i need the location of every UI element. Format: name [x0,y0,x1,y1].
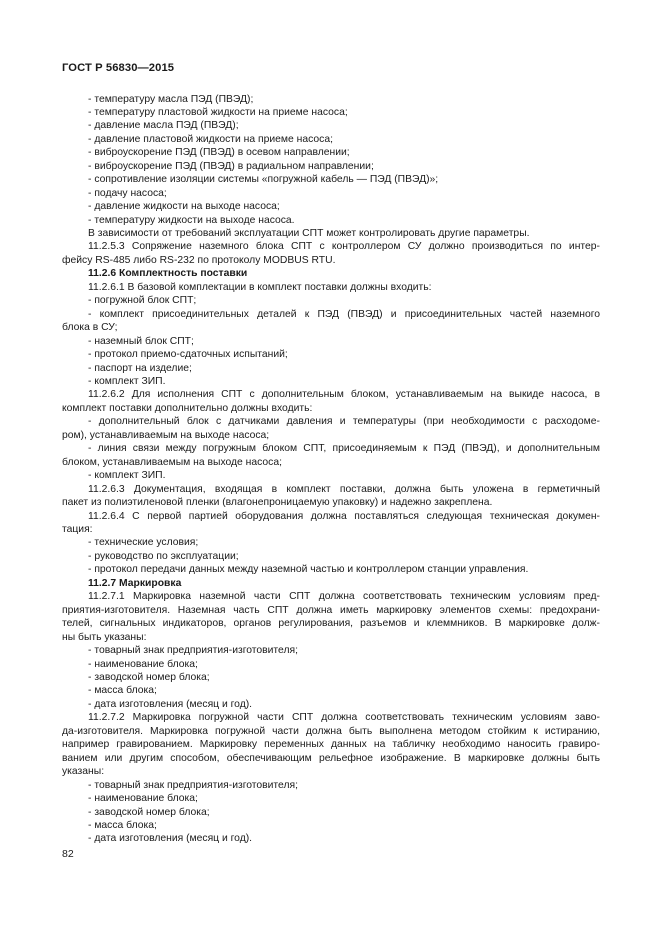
section-heading: 11.2.6 Комплектность поставки [88,268,248,280]
list-item: - масса блока; [88,685,157,697]
paragraph-line: 11.2.6.1 В базовой комплектации в комплект поставки должны входить: [88,281,432,293]
paragraph-line: 11.2.5.3 Сопряжение наземного блока СПТ с контроллером СУ должно производиться по интер- [88,241,600,253]
paragraph-line: ны быть указаны: [62,631,147,643]
list-item: - температуру масла ПЭД (ПВЭД); [88,93,254,105]
list-item: - виброускорение ПЭД (ПВЭД) в осевом направлении; [88,147,350,159]
list-item: - виброускорение ПЭД (ПВЭД) в радиальном направлении; [88,160,374,172]
paragraph-line: 11.2.6.4 С первой партией оборудования должна поставляться следующая техническая докумен- [88,510,600,522]
list-item: - наименование блока; [88,658,198,670]
paragraph-line: приятия-изготовителя. Наземная часть СПТ должна иметь маркировку элементов схемы: предохрани- [62,604,600,616]
document-header: ГОСТ Р 56830—2015 [62,62,175,74]
list-item: - масса блока; [88,819,157,831]
paragraph-line: да-изготовителя. Маркировка погружной части должна быть выполнена методом стойким к истиранию, [62,725,600,737]
page-number: 82 [62,848,74,860]
paragraph-line: 11.2.7.2 Маркировка погружной части СПТ должна соответствовать техническим условиям заво- [88,712,600,724]
list-item: - комплект ЗИП. [88,376,166,388]
paragraph-line: ром), устанавливаемым на выходе насоса; [62,429,270,441]
list-item: - дата изготовления (месяц и год). [88,698,253,710]
list-item: - паспорт на изделие; [88,362,192,374]
paragraph-line: блока в СУ; [62,322,118,334]
list-item: - подачу насоса; [88,187,167,199]
list-item: - комплект ЗИП. [88,470,166,482]
list-item: - наименование блока; [88,793,198,805]
paragraph-line: 11.2.6.3 Документация, входящая в комплект поставки, должна быть уложена в герметичный [88,483,600,495]
document-body [62,93,600,846]
list-item: - заводской номер блока; [88,671,210,683]
list-item: - дополнительный блок с датчиками давления и температуры (при необходимости с расходоме- [88,416,600,428]
list-item: - погружной блок СПТ; [88,295,197,307]
list-item: - давление жидкости на выходе насоса; [88,201,280,213]
paragraph-line: фейсу RS-485 либо RS-232 по протоколу MODBUS RTU. [62,254,336,266]
paragraph-line: ванием или другим способом, обеспечивающим рельефное изображение. В маркировке должны быть [62,752,600,764]
paragraph-line: 11.2.6.2 Для исполнения СПТ с дополнительным блоком, устанавливаемым на выкиде насоса, в [88,389,600,401]
paragraph-line: тация: [62,524,93,535]
paragraph-line: телей, сигнальных индикаторов, органов регулирования, разъемов и клеммников. В маркировке долж- [62,618,600,630]
list-item: - наземный блок СПТ; [88,335,194,347]
list-item: - комплект присоединительных деталей к ПЭД (ПВЭД) и присоединительных частей наземного [88,308,600,320]
list-item: - заводской номер блока; [88,806,210,818]
list-item: - руководство по эксплуатации; [88,550,239,562]
list-item: - товарный знак предприятия-изготовителя; [88,645,298,657]
list-item: - дата изготовления (месяц и год). [88,833,253,845]
paragraph-line: например гравированием. Маркировку переменных данных на табличку необходимо наносить гравиро- [62,739,600,751]
section-heading: 11.2.7 Маркировка [88,577,182,589]
list-item: - температуру жидкости на выходе насоса. [88,214,295,226]
list-item: - протокол передачи данных между наземной частью и контроллером станции управления. [88,564,529,576]
list-item: - сопротивление изоляции системы «погружной кабель — ПЭД (ПВЭД)»; [88,174,439,186]
list-item: - давление пластовой жидкости на приеме насоса; [88,133,333,145]
list-item: - протокол приемо-сдаточных испытаний; [88,349,288,361]
paragraph-line: комплект поставки дополнительно должны входить: [62,402,313,414]
paragraph-line: блоком, устанавливаемым на выходе насоса; [62,456,282,468]
list-item: - линия связи между погружным блоком СПТ, присоединяемым к ПЭД (ПВЭД), и дополнительным [88,443,600,455]
paragraph-line: 11.2.7.1 Маркировка наземной части СПТ должна соответствовать техническим условиям пред- [88,591,600,603]
paragraph-line: В зависимости от требований эксплуатации СПТ может контролировать другие параметры. [88,228,530,240]
list-item: - давление масла ПЭД (ПВЭД); [88,120,239,132]
paragraph-line: пакет из полиэтиленовой пленки (влагонепроницаемую упаковку) и надежно закреплена. [62,497,493,509]
list-item: - технические условия; [88,537,199,549]
list-item: - температуру пластовой жидкости на приеме насоса; [88,106,348,118]
paragraph-line: указаны: [62,766,105,778]
list-item: - товарный знак предприятия-изготовителя; [88,779,298,791]
